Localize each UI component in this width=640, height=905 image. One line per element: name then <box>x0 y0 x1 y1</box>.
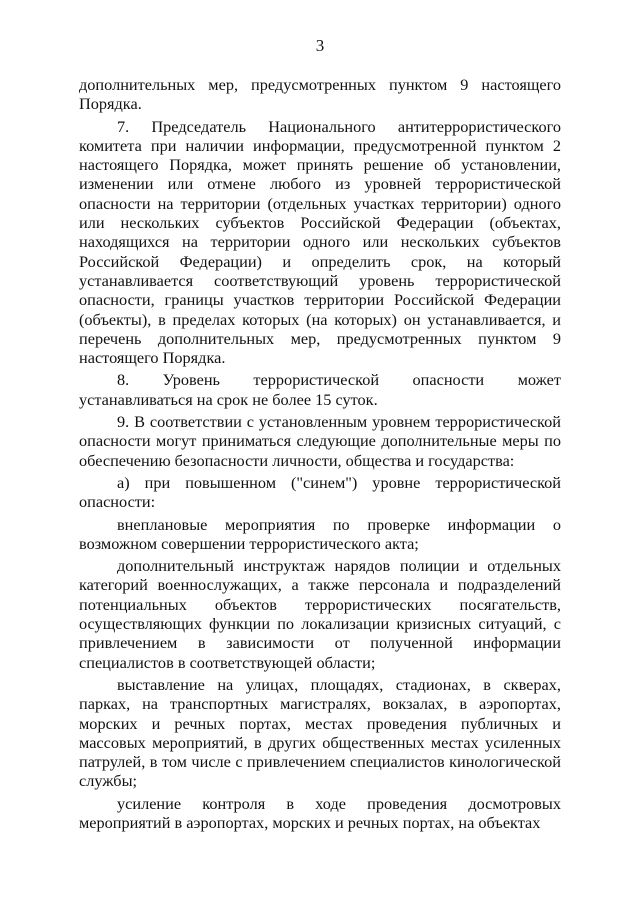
page-number: 3 <box>315 36 325 55</box>
paragraph-measure-3: выставление на улицах, площадях, стадионах, в скверах, парках, на транспортных магистралях, вокзалах, в аэропортах, морских и речных портах, местах проведения публичных и массовых мероприятий, в других общественных местах усиленных патрулей, в том числе с привлечением специалистов кинологической службы; <box>79 674 561 791</box>
paragraph-measure-1: внеплановые мероприятия по проверке информации о возможном совершении террористического акта; <box>79 514 561 553</box>
paragraph-subitem-a: а) при повышенном ("синем") уровне террористической опасности: <box>79 472 561 512</box>
paragraph-item-8: 8. Уровень террористической опасности может устанавливаться на срок не более 15 суток. <box>79 370 561 409</box>
paragraph-measure-4: усиление контроля в ходе проведения досмотровых мероприятий в аэропортах, морских и речных портах, на объектах <box>79 793 561 832</box>
paragraph-measure-2: дополнительный инструктаж нарядов полиции и отдельных категорий военнослужащих, а также персонала и подразделений потенциальных объектов террористических посягательств, осуществляющих функции по локализации кризисных ситуаций, с привлечением в зависимости от полученной информации специалистов в соответствующей области; <box>79 556 561 672</box>
paragraph-item-7: 7. Председатель Национального антитеррористического комитета при наличии информации, предусмотренной пунктом 2 настоящего Порядка, может принять решение об установлении, изменении или отмене любого из уровней террористической опасности на территории (отдельных участках территории) одного или нескольких субъектов Российской Федерации (объектах, находящихся на территории одного или нескольких субъектов Российской Федерации) и определить срок, на который устанавливается соответствующий уровень террористической опасности, границы участков территории Российской Федерации (объекты), в пределах которых (на которых) он устанавливается, и перечень дополнительных мер, предусмотренных пунктом 9 настоящего Порядка. <box>79 116 561 368</box>
paragraph-item-9: 9. В соответствии с установленным уровнем террористической опасности могут приниматься следующие дополнительные меры по обеспечению безопасности личности, общества и государства: <box>79 412 561 470</box>
paragraph-continuation: дополнительных мер, предусмотренных пунктом 9 настоящего Порядка. <box>79 75 561 114</box>
document-body <box>79 75 561 835</box>
